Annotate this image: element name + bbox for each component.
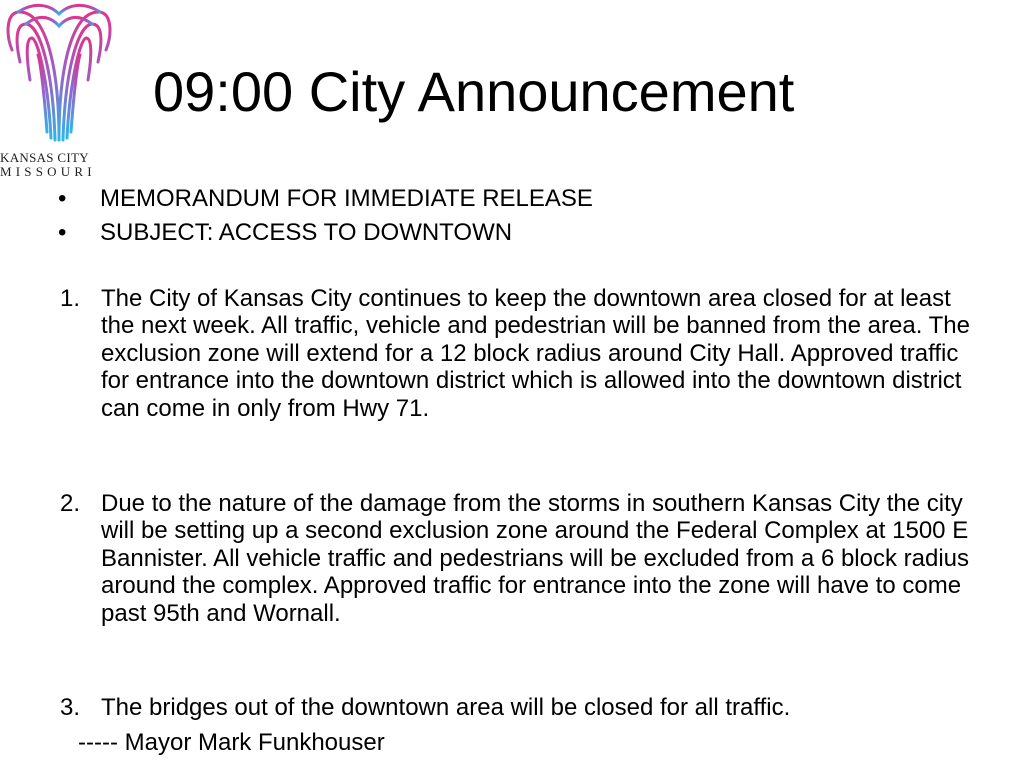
kansas-city-logo bbox=[0, 0, 116, 186]
paragraph-number: 1. bbox=[60, 285, 81, 312]
paragraph-1 bbox=[60, 285, 972, 422]
slide-title: 09:00 City Announcement bbox=[153, 60, 795, 123]
fountain-icon bbox=[4, 0, 114, 150]
paragraph-text: The bridges out of the downtown area will be closed for all traffic. bbox=[101, 694, 791, 721]
logo-text-missouri: MISSOURI bbox=[0, 164, 96, 179]
bullet-dot-icon: • bbox=[58, 185, 67, 212]
bullet-text: MEMORANDUM FOR IMMEDIATE RELEASE bbox=[100, 185, 593, 212]
bullet-item bbox=[58, 182, 593, 216]
signature: ----- Mayor Mark Funkhouser bbox=[78, 729, 385, 756]
paragraph-text: Due to the nature of the damage from the storms in southern Kansas City the city will be setting up a second exclusion zone around the Federal Complex at 1500 E Bannister. All vehicle traffic and pedestrians will be excluded from a 6 block radius around the complex. Approved traffic for entrance into the zone will have to come past 95th and Wornall. bbox=[101, 490, 970, 627]
bullet-text: SUBJECT: ACCESS TO DOWNTOWN bbox=[100, 219, 513, 246]
paragraph-number: 2. bbox=[60, 490, 81, 517]
paragraph-2 bbox=[60, 490, 972, 627]
bullet-item bbox=[58, 216, 593, 250]
logo-text-kansas-city: KANSAS CITY bbox=[0, 150, 89, 165]
paragraph-text: The City of Kansas City continues to keep the downtown area closed for at least the next week. All traffic, vehicle and pedestrian will be banned from the area. The exclusion zone will extend for a 12 block radius around City Hall. Approved traffic for entrance into the downtown district which is allowed into the downtown district can come in only from Hwy 71. bbox=[101, 285, 970, 422]
bullet-dot-icon: • bbox=[58, 219, 67, 246]
paragraph-number: 3. bbox=[60, 694, 81, 721]
memo-bullets bbox=[58, 182, 593, 250]
paragraph-3 bbox=[60, 694, 972, 721]
